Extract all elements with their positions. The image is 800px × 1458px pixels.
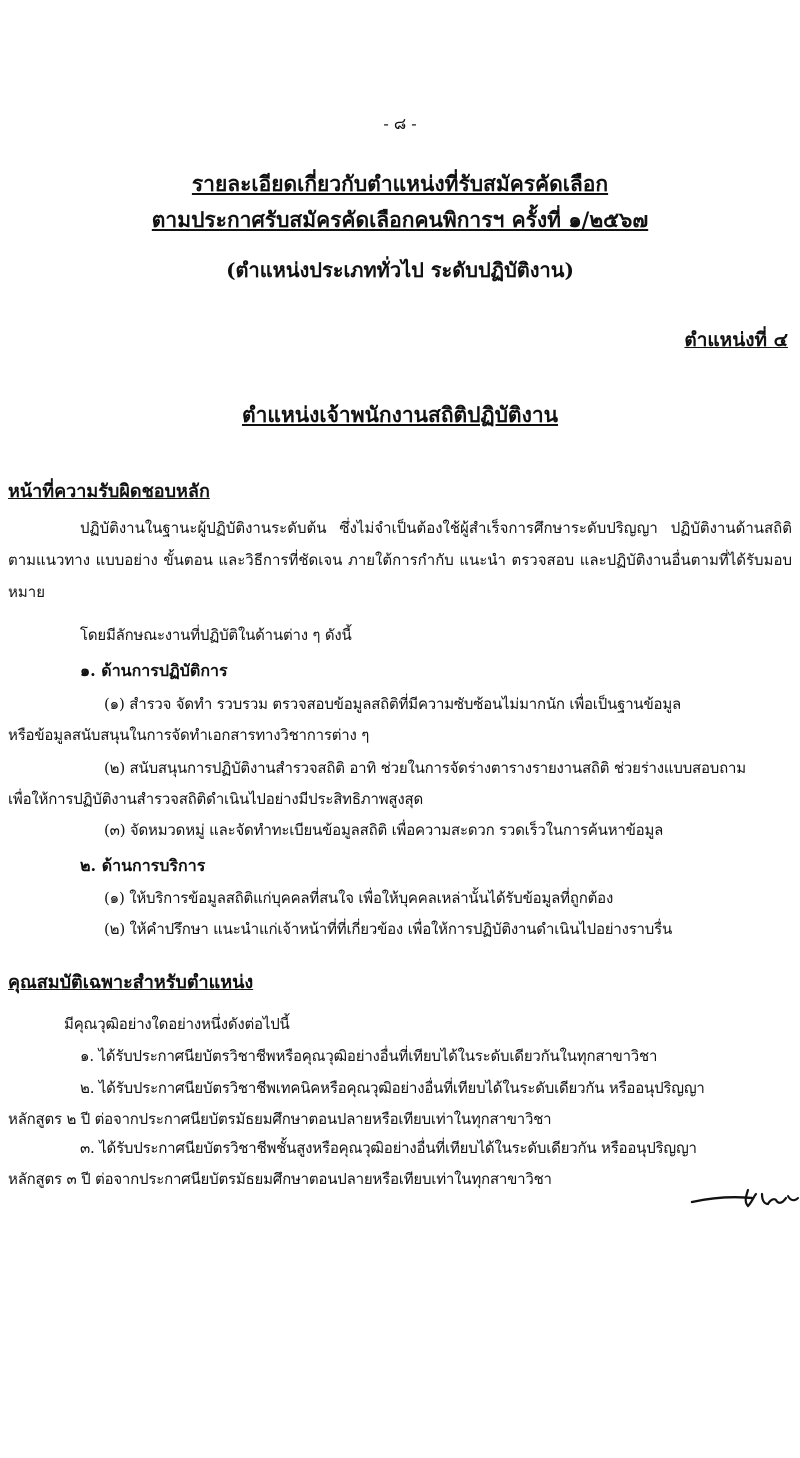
operations-item-1-line-1: (๑) สำรวจ จัดทำ รวบรวม ตรวจสอบข้อมูลสถิติที่มีความซับซ้อนไม่มากนัก เพื่อเป็นฐานข้อมูล — [104, 695, 682, 713]
document-title-line1: รายละเอียดเกี่ยวกับตำแหน่งที่รับสมัครคัดเลือก — [191, 171, 609, 196]
duties-heading: หน้าที่ความรับผิดชอบหลัก — [8, 481, 210, 502]
document-title-line2: ตามประกาศรับสมัครคัดเลือกคนพิการฯ ครั้งที่ ๑/๒๕๖๗ — [151, 207, 649, 232]
operations-item-2-line-2: เพื่อให้การปฏิบัติงานสำรวจสถิติดำเนินไปอย่างมีประสิทธิภาพสูงสุด — [8, 790, 423, 808]
operations-heading: ๑. ด้านการปฏิบัติการ — [80, 661, 228, 680]
operations-item-2-line-1: (๒) สนับสนุนการปฏิบัติงานสำรวจสถิติ อาทิ ช่วยในการจัดร่างตารางรายงานสถิติ ช่วยร่างแบบสอบถาม — [104, 759, 746, 777]
position-number: ตำแหน่งที่ ๔ — [684, 329, 788, 351]
duties-intro-paragraph: ปฏิบัติงานในฐานะผู้ปฏิบัติงานระดับต้น ซึ่งไม่จำเป็นต้องใช้ผู้สำเร็จการศึกษาระดับปริญญา ปฏิบัติงานด้านสถิติ ตามแนวทาง แบบอย่าง ขั้นตอน และวิธีการที่ชัดเจน ภายใต้การกำกับ แนะนำ ตรวจสอบ และปฏิบัติงานอื่นตามที่ได้รับมอบหมาย — [8, 519, 792, 601]
page-number: - ๘ - — [383, 114, 417, 133]
qualification-3-line-2: หลักสูตร ๓ ปี ต่อจากประกาศนียบัตรมัธยมศึกษาตอนปลายหรือเทียบเท่าในทุกสาขาวิชา — [8, 1170, 552, 1188]
service-heading: ๒. ด้านการบริการ — [80, 856, 206, 875]
service-item-1: (๑) ให้บริการข้อมูลสถิติแก่บุคคลที่สนใจ เพื่อให้บุคคลเหล่านั้นได้รับข้อมูลที่ถูกต้อง — [104, 889, 614, 907]
handwritten-signature — [690, 1180, 800, 1220]
position-title: ตำแหน่งเจ้าพนักงานสถิติปฏิบัติงาน — [242, 402, 558, 427]
operations-item-3: (๓) จัดหมวดหมู่ และจัดทำทะเบียนข้อมูลสถิติ เพื่อความสะดวก รวดเร็วในการค้นหาข้อมูล — [104, 821, 664, 839]
service-item-2: (๒) ให้คำปรึกษา แนะนำแก่เจ้าหน้าที่ที่เกี่ยวข้อง เพื่อให้การปฏิบัติงานดำเนินไปอย่างราบรื่น — [104, 920, 673, 938]
qualification-2-line-1: ๒. ได้รับประกาศนียบัตรวิชาชีพเทคนิคหรือคุณวุฒิอย่างอื่นที่เทียบได้ในระดับเดียวกัน หรืออนุปริญญา — [80, 1079, 705, 1097]
qualification-3-line-1: ๓. ได้รับประกาศนียบัตรวิชาชีพชั้นสูงหรือคุณวุฒิอย่างอื่นที่เทียบได้ในระดับเดียวกัน หรืออนุปริญญา — [80, 1139, 697, 1157]
document-title-line3: (ตำแหน่งประเภททั่วไป ระดับปฏิบัติงาน) — [226, 258, 574, 282]
qualification-1: ๑. ได้รับประกาศนียบัตรวิชาชีพหรือคุณวุฒิอย่างอื่นที่เทียบได้ในระดับเดียวกันในทุกสาขาวิชา — [80, 1047, 658, 1065]
operations-item-1-line-2: หรือข้อมูลสนับสนุนในการจัดทำเอกสารทางวิชาการต่าง ๆ — [8, 726, 370, 744]
qualification-2-line-2: หลักสูตร ๒ ปี ต่อจากประกาศนียบัตรมัธยมศึกษาตอนปลายหรือเทียบเท่าในทุกสาขาวิชา — [8, 1110, 552, 1128]
duties-lead: โดยมีลักษณะงานที่ปฏิบัติในด้านต่าง ๆ ดังนี้ — [80, 626, 352, 644]
qualifications-lead: มีคุณวุฒิอย่างใดอย่างหนึ่งดังต่อไปนี้ — [64, 1015, 290, 1033]
qualifications-heading: คุณสมบัติเฉพาะสำหรับตำแหน่ง — [8, 972, 254, 993]
